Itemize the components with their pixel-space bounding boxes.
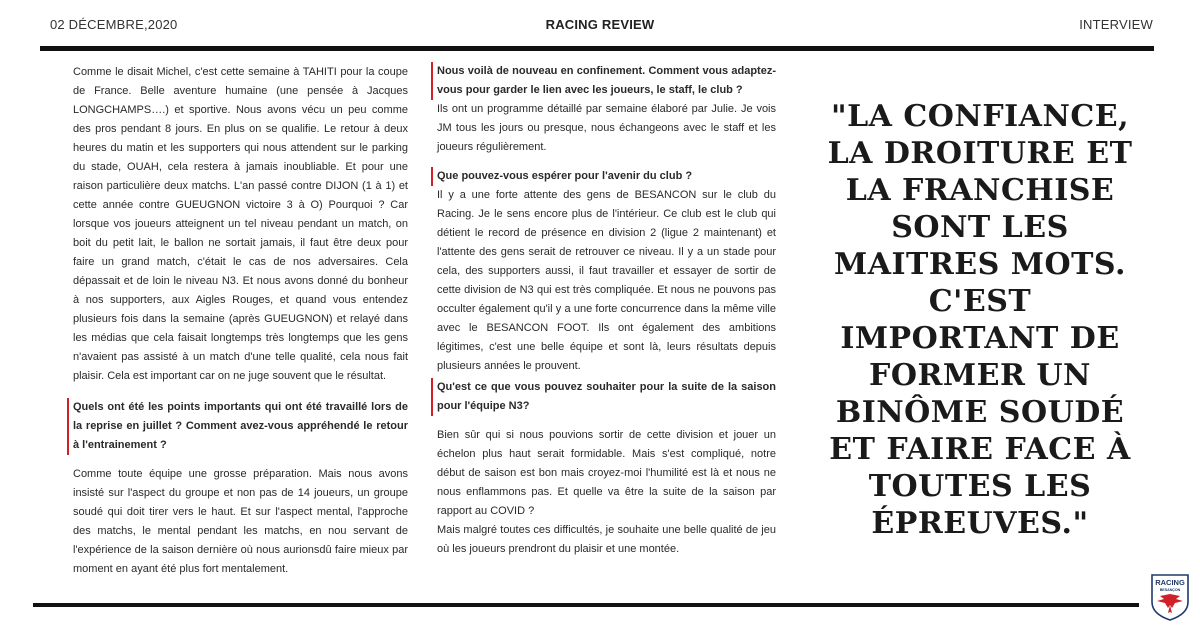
top-divider <box>40 46 1154 51</box>
publication-title: RACING REVIEW <box>545 17 655 32</box>
answer-confinement: Ils ont un programme détaillé par semaine élaboré par Julie. Je vois JM tous les jours ou presque, nous échangeons avec le staff et les joueurs régulièrement. <box>437 103 776 153</box>
intro-paragraph: Comme le disait Michel, c'est cette semaine à TAHITI pour la coupe de France. Belle aventure humaine (une pensée à Jacques LONGCHAMPS….) et sportive. Nous avons vécu un peu comme des pros pendant 8 jours. En plus on se qualifie. Le retour à deux heures du matin et les supporters qui nous attendent sur le parking du stade, OUAH, cela restera à jamais inoubliable. Et pour une raison particulière deux matchs. L'an passé contre DIJON (1 à 1) et cette année contre GUEUGNON victoire 3 à O) Pourquoi ? Car lorsque vos joueurs atteignent un tel niveau pendant un match, on boit du petit lait, le ballon ne sortait jamais, il faut être deux pour faire un grand match, c'était le cas de nos adversaires. Cela dépassait et de loin le niveau N3. Et nous avons donné du bonheur à nos supporters, aux Aigles Rouges, et quand vous entendez plusieurs fois dans la semaine (après GUEUGNON) et relayé dans les médias que cela faisait longtemps très longtemps que les gens n'avaient pas assisté à un match d'une telle qualité, cela nous fait plaisir. Cela est important car on ne juge souvent que le résultat. <box>73 66 408 382</box>
answer-season: Bien sûr qui si nous pouvions sortir de cette division et jouer un échelon plus haut serait formidable. Mais s'est compliqué, notre début de saison est bon mais croyez-moi l'humilité est là et nous ne nous enflammons pas. Et quelle va être la suite de la saison par rapport au COVID ? <box>437 429 776 517</box>
question-season: Qu'est ce que vous pouvez souhaiter pour la suite de la saison pour l'équipe N3? <box>431 378 776 416</box>
question-club-future: Que pouvez-vous espérer pour l'avenir du club ? <box>431 167 776 186</box>
bottom-divider <box>33 603 1139 607</box>
racing-besancon-logo <box>1148 572 1192 622</box>
question-training: Quels ont été les points importants qui ont été travaillé lors de la reprise en juillet ? Comment avez-vous appréhendé le retour à l'entrainement ? <box>67 398 408 455</box>
article-column-right <box>437 62 776 559</box>
issue-date: 02 DÉCEMBRE,2020 <box>50 17 178 32</box>
answer-training: Comme toute équipe une grosse préparation. Mais nous avons insisté sur l'aspect du groupe et non pas de 14 joueurs, un groupe soudé qui doit tirer vers le haut. Et sur l'aspect mental, l'approche des matchs, le mental pendant les matchs, en nou servant de l'expérience de la saison dernière où nous aurionsdû faire mieux par moment en ayant été plus fort mentalement. <box>73 468 408 575</box>
pull-quote: "LA CONFIANCE, LA DROITURE ET LA FRANCHISE SONT LES MAITRES MOTS. C'EST IMPORTANT DE FORMER UN BINÔME SOUDÉ ET FAIRE FACE À TOUTES LES ÉPREUVES." <box>827 99 1133 541</box>
logo-text-racing: RACING <box>1155 578 1185 587</box>
logo-text-besancon: BESANÇON <box>1159 588 1181 592</box>
answer-season-closing: Mais malgré toutes ces difficultés, je souhaite une belle qualité de jeu où les joueurs prendront du plaisir et une montée. <box>437 524 776 555</box>
question-confinement: Nous voilà de nouveau en confinement. Comment vous adaptez-vous pour garder le lien avec les joueurs, le staff, le club ? <box>431 62 776 100</box>
article-column-left <box>73 63 408 579</box>
answer-club-future: Il y a une forte attente des gens de BESANCON sur le club du Racing. Je le sens encore plus de l'intérieur. Ce club est le club qui détient le record de présence en division 2 (ligue 2 maintenant) et l'attente des gens serait de retrouver ce niveau. Il y a un stade pour cela, des supporters aussi, il faut travailler et essayer de sortir de cette division de N3 qui est très compliquée. Et nous ne pouvons pas occulter également qu'il y a une forte concurrence dans la même ville avec le BESANCON FOOT. Ils ont également des ambitions légitimes, c'est une belle équipe et sont là, leurs résultats depuis plusieurs années le prouvent. <box>437 189 776 372</box>
section-category: INTERVIEW <box>1079 17 1153 32</box>
